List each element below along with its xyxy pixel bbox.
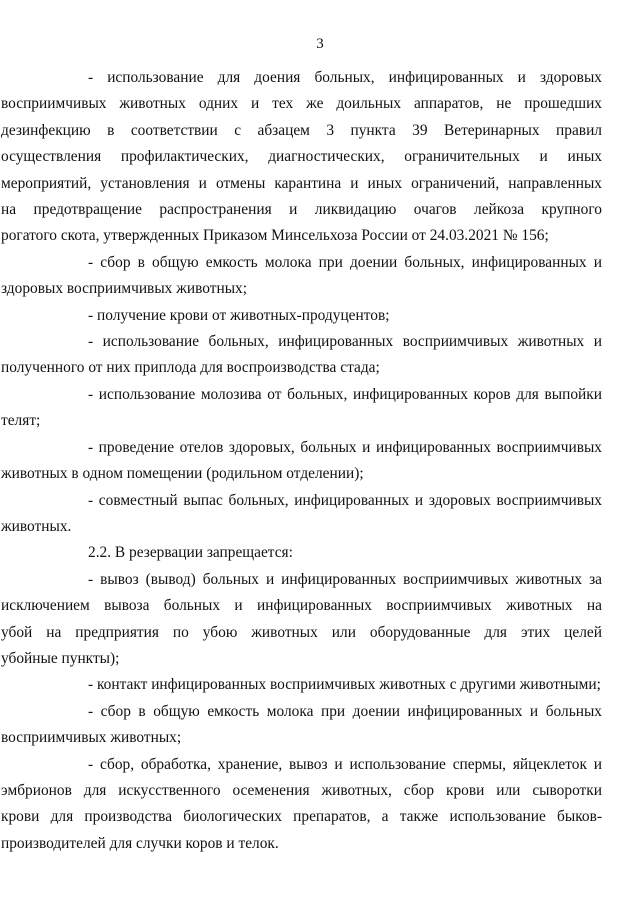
text-line: - контакт инфицированных восприимчивых животных с другими животными; [88,676,601,694]
text-line: - вывоз (вывод) больных и инфицированных восприимчивых животных за [88,570,602,588]
text-line: - получение крови от животных-продуцентов; [88,306,390,324]
text-line: дезинфекцию в соответствии с абзацем 3 пункта 39 Ветеринарных правил [1,121,602,139]
paragraph-p10 [88,672,602,698]
text-line: на предотвращение распространения и ликвидацию очагов лейкоза крупного [1,201,602,219]
paragraph-p4 [1,329,602,382]
text-line: производителей для случки коров и телок. [1,834,279,852]
text-line: восприимчивых животных; [1,729,182,747]
paragraph-p8 [88,540,602,566]
text-line: эмбрионов для искусственного осеменения животных, сбор крови или сыворотки [1,781,602,799]
paragraph-p3 [88,303,602,329]
text-line: животных в одном помещении (родильном отделении); [1,465,364,483]
page-number: 3 [316,36,324,52]
paragraph-p7 [1,488,602,541]
paragraph-p2 [1,250,602,303]
text-line: крови для производства биологических препаратов, а также использование быков- [1,808,602,826]
text-line: исключением вывоза больных и инфицированных восприимчивых животных на [1,597,602,615]
text-line: осуществления профилактических, диагностических, ограничительных и иных [1,148,602,166]
text-line: мероприятий, установления и отмены карантина и иных ограничений, направленных [1,174,602,192]
paragraph-p1 [1,65,602,250]
text-line: восприимчивых животных одних и тех же доильных аппаратов, не прошедших [1,95,602,113]
text-line: убойные пункты); [1,649,120,667]
text-line: - сбор, обработка, хранение, вывоз и использование спермы, яйцеклеток и [88,755,602,773]
text-line: убой на предприятия по убою животных или оборудованные для этих целей [1,623,602,641]
text-line: - использование для доения больных, инфицированных и здоровых [88,69,602,86]
text-line: полученного от них приплода для воспроизводства стада; [1,359,380,377]
text-line: - проведение отелов здоровых, больных и инфицированных восприимчивых [88,438,602,456]
paragraph-p6 [1,435,602,488]
text-line: рогатого скота, утвержденных Приказом Минсельхоза России от 24.03.2021 № 156; [1,227,549,245]
text-line: животных. [1,517,72,535]
paragraph-p11 [1,699,602,752]
text-line: 2.2. В резервации запрещается: [88,544,293,562]
text-line: - использование больных, инфицированных восприимчивых животных и [88,333,602,351]
text-line: - использование молозива от больных, инфицированных коров для выпойки [88,385,602,403]
text-line: - совместный выпас больных, инфицированных и здоровых восприимчивых [88,491,602,509]
text-line: - сбор в общую емкость молока при доении инфицированных и больных [88,702,602,720]
text-line: здоровых восприимчивых животных; [1,280,248,298]
paragraph-p5 [1,382,602,435]
document-body [1,65,602,857]
paragraph-p9 [1,567,602,673]
paragraph-p12 [1,752,602,858]
text-line: - сбор в общую емкость молока при доении больных, инфицированных и [88,253,602,271]
text-line: телят; [1,412,41,430]
